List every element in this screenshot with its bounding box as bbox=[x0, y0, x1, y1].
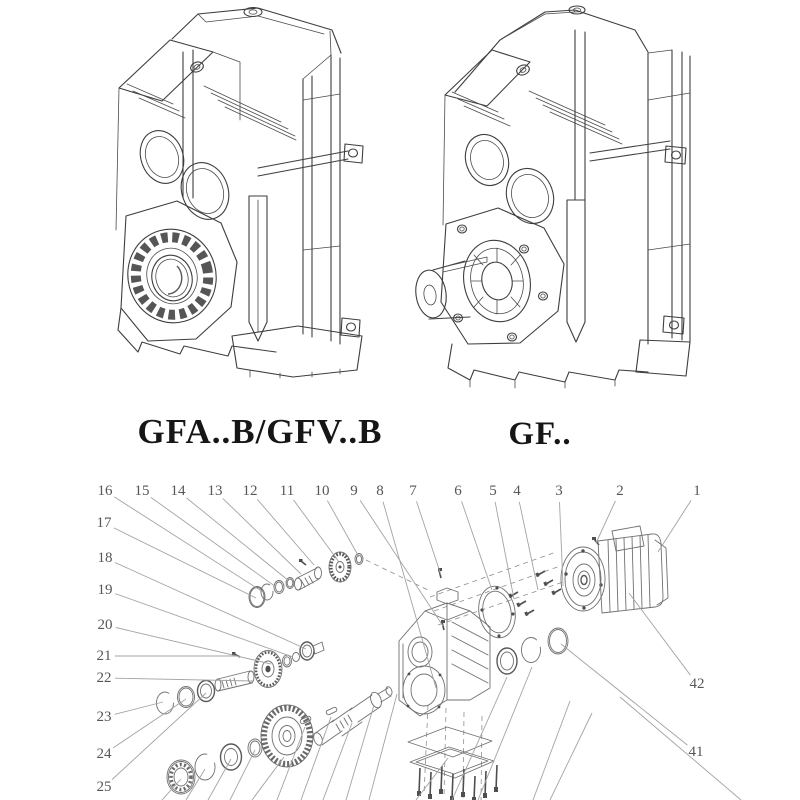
part-number: 20 bbox=[97, 617, 113, 633]
leader-line bbox=[115, 702, 163, 714]
leader-line-cutoff bbox=[533, 701, 570, 800]
flange-bolts bbox=[438, 537, 599, 630]
part-number: 8 bbox=[376, 483, 384, 499]
gasket-and-cover bbox=[408, 727, 498, 800]
part-number: 4 bbox=[513, 483, 521, 499]
part-number: 6 bbox=[454, 483, 462, 499]
part-number: 18 bbox=[97, 550, 113, 566]
cutoff-leader-lines bbox=[162, 667, 741, 800]
leader-line-cutoff bbox=[550, 713, 592, 800]
model-label-gfab-gfvb: GFA..B/GFV..B bbox=[137, 412, 383, 451]
leader-line bbox=[116, 628, 271, 665]
leader-line-cutoff bbox=[208, 759, 231, 800]
motor bbox=[561, 526, 668, 613]
intermediate-parts-row bbox=[157, 642, 325, 714]
leader-line-cutoff bbox=[186, 769, 205, 800]
output-parts-row bbox=[167, 686, 393, 794]
projection-dashed-lines bbox=[366, 552, 566, 800]
gearbox-shaft-mounted-drawing bbox=[116, 8, 363, 379]
leader-line-cutoff bbox=[478, 667, 532, 800]
leader-line bbox=[495, 502, 514, 599]
part-number: 24 bbox=[96, 746, 112, 762]
part-number: 41 bbox=[688, 744, 704, 760]
exploded-view bbox=[157, 526, 669, 800]
leader-line bbox=[360, 500, 443, 626]
leader-line bbox=[596, 501, 615, 543]
leader-line bbox=[417, 501, 442, 575]
part-number: 17 bbox=[96, 515, 112, 531]
leader-line-cutoff bbox=[416, 758, 448, 800]
leader-line bbox=[187, 498, 290, 581]
part-number: 11 bbox=[279, 483, 295, 499]
leader-line bbox=[114, 497, 263, 592]
leader-line bbox=[327, 501, 359, 557]
part-number: 42 bbox=[689, 676, 705, 692]
leader-line bbox=[462, 501, 492, 590]
part-number: 21 bbox=[96, 648, 112, 664]
part-number: 3 bbox=[555, 483, 563, 499]
leader-line bbox=[257, 499, 314, 565]
leader-line bbox=[561, 644, 687, 745]
part-number: 16 bbox=[97, 483, 113, 499]
model-label-gf: GF.. bbox=[508, 416, 572, 452]
gearbox-solid-shaft-drawing bbox=[413, 6, 690, 388]
leader-line bbox=[519, 502, 538, 590]
leader-line bbox=[115, 678, 253, 681]
part-number: 14 bbox=[170, 483, 186, 499]
part-number: 2 bbox=[616, 483, 624, 499]
leader-line-cutoff bbox=[301, 717, 331, 800]
leader-line bbox=[658, 500, 691, 552]
part-number: 12 bbox=[242, 483, 258, 499]
part-number: 22 bbox=[96, 670, 112, 686]
part-number: 5 bbox=[489, 483, 497, 499]
part-number: 15 bbox=[134, 483, 150, 499]
part-number: 10 bbox=[314, 483, 330, 499]
leader-line bbox=[151, 497, 276, 587]
leader-line-cutoff bbox=[452, 677, 507, 800]
leader-line-cutoff bbox=[369, 694, 397, 800]
leader-line bbox=[113, 699, 186, 748]
part-number: 1 bbox=[693, 483, 701, 499]
part-number: 9 bbox=[350, 483, 358, 499]
part-number: 25 bbox=[96, 779, 112, 795]
part-number: 7 bbox=[409, 483, 417, 499]
part-number: 13 bbox=[207, 483, 223, 499]
part-number: 23 bbox=[96, 709, 112, 725]
part-number: 19 bbox=[97, 582, 113, 598]
leader-line bbox=[114, 528, 256, 598]
leader-line-cutoff bbox=[620, 697, 741, 800]
leader-line-cutoff bbox=[230, 750, 255, 800]
